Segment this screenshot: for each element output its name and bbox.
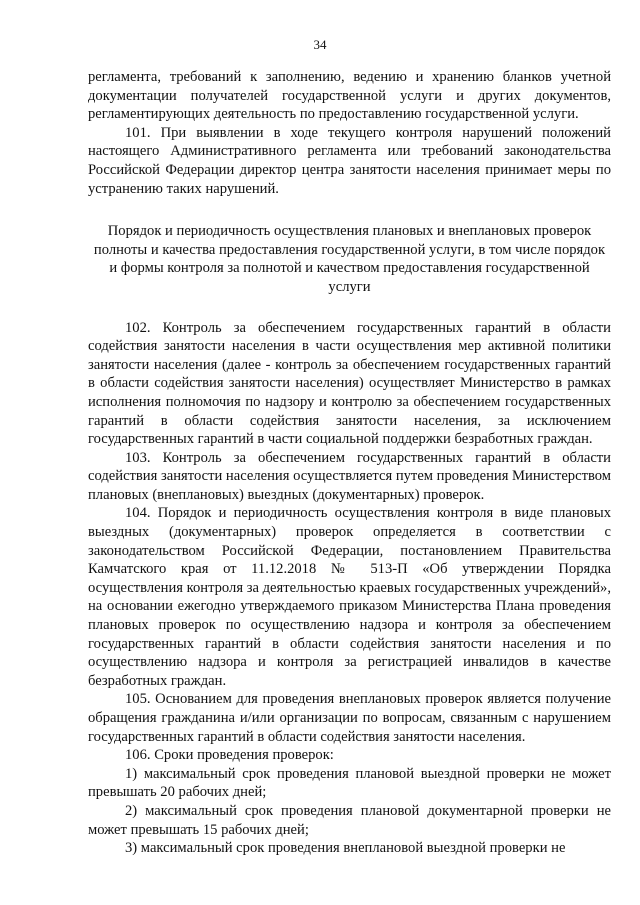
section-heading: Порядок и периодичность осуществления плановых и внеплановых проверок полноты и качества предоставления государственной услуги, в том числе порядок и формы контроля за полнотой и качеством предоставления государственной услуги (93, 223, 606, 295)
paragraph-106-item-1: 1) максимальный срок проведения плановой выездной проверки не может превышать 20 рабочих дней; (88, 765, 611, 801)
page-number: 34 (313, 37, 327, 52)
paragraph-101: 101. При выявлении в ходе текущего контроля нарушений положений настоящего Административного регламента или требований законодательства Российской Федерации директор центра занятости населения принимает меры по устранению таких нарушений. (88, 124, 611, 197)
paragraph-106: 106. Сроки проведения проверок: (125, 747, 334, 764)
document-body (88, 68, 611, 858)
paragraph-106-item-2: 2) максимальный срок проведения плановой документарной проверки не может превышать 15 рабочих дней; (88, 802, 611, 838)
paragraph-104: 104. Порядок и периодичность осуществления контроля в виде плановых выездных (документарных) проверок определяется в соответствии с законодательством Российской Федерации, постановлением Правительства Камчатского края от 11.12.2018 № 513-П «Об утверждении Порядка осуществления контроля за деятельностью краевых государственных учреждений», на основании ежегодно утверждаемого приказом Министерства Плана проведения плановых проверок по осуществлению надзора и контроля за обеспечением государственных гарантий в области содействия занятости населения и по осуществлению надзора и контроля за регистрацией инвалидов в качестве безработных граждан. (88, 505, 611, 689)
paragraph-106-item-3: 3) максимальный срок проведения внеплановой выездной проверки не (125, 840, 566, 857)
paragraph-103: 103. Контроль за обеспечением государственных гарантий в области содействия занятости населения осуществляется путем проведения Министерством плановых (внеплановых) выездных (документарных) проверок. (88, 449, 611, 503)
paragraph-105: 105. Основанием для проведения внеплановых проверок является получение обращения гражданина и/или организации по вопросам, связанным с нарушением государственных гарантий в области содействия занятости населения. (88, 691, 611, 745)
paragraph-continuation: регламента, требований к заполнению, ведению и хранению бланков учетной документации получателей государственной услуги и других документов, регламентирующих деятельность по предоставлению государственной услуги. (88, 69, 611, 123)
paragraph-102: 102. Контроль за обеспечением государственных гарантий в области содействия занятости населения в части осуществления мер активной политики занятости населения (далее - контроль за обеспечением государственных гарантий в области содействия занятости населения) осуществляет Министерство в рамках исполнения полномочия по надзору и контролю за обеспечением государственных гарантий в области содействия занятости населения, за исключением государственных гарантий в части социальной поддержки безработных граждан. (88, 319, 611, 448)
